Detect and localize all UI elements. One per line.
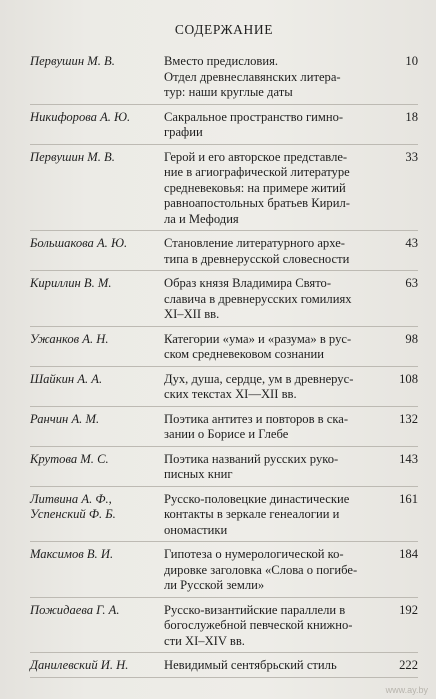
entry-title: Образ князя Владимира Свято- славича в древнерусских гомилиях XI–XII вв. — [164, 276, 352, 321]
entry-title: Русско-половецкие династические контакты в зеркале генеалогии и ономастики — [164, 491, 350, 537]
contents-list — [30, 49, 418, 678]
entry-title: Гипотеза о нумерологической ко- дировке заголовка «Слова о погибе- ли Русской земли» — [164, 547, 358, 592]
entry-page-number: 222 — [399, 658, 418, 672]
entry-title: Категории «ума» и «разума» в рус- ском средневековом сознании — [164, 331, 352, 361]
toc-entry — [30, 49, 418, 105]
toc-entry — [30, 367, 418, 407]
toc-entry — [30, 105, 418, 145]
entry-author: Первушин М. В. — [30, 54, 115, 68]
entry-author: Крутова М. С. — [30, 451, 109, 466]
entry-author: Шайкин А. А. — [30, 371, 103, 386]
toc-entry — [30, 542, 418, 598]
toc-entry — [30, 598, 418, 654]
entry-page-number: 184 — [399, 547, 418, 561]
entry-title: Поэтика антитез и повторов в ска- зании о Борисе и Глебе — [164, 411, 349, 441]
entry-page-number: 63 — [405, 276, 418, 290]
entry-author: Ужанков А. Н. — [30, 331, 109, 346]
entry-title: Русско-византийские параллели в богослужебной певческой книжно- сти XI–XIV вв. — [164, 602, 353, 648]
entry-author: Максимов В. И. — [30, 547, 114, 561]
entry-title: Дух, душа, сердце, ум в древнерус- ских текстах XI—XII вв. — [164, 371, 354, 401]
entry-page-number: 10 — [405, 54, 418, 68]
toc-entry — [30, 271, 418, 327]
entry-author: Кириллин В. М. — [30, 276, 112, 290]
entry-page-number: 18 — [405, 109, 418, 124]
entry-title: Поэтика названий русских руко- писных книг — [164, 451, 339, 481]
toc-entry — [30, 231, 418, 271]
entry-page-number: 132 — [399, 411, 418, 426]
entry-title: Вместо предисловия. Отдел древнеславянских литера- тур: наши круглые даты — [164, 54, 341, 99]
entry-page-number: 192 — [399, 602, 418, 617]
toc-entry — [30, 487, 418, 543]
entry-author: Большакова А. Ю. — [30, 236, 128, 250]
entry-title: Невидимый сентябрьский стиль — [164, 658, 337, 672]
toc-entry — [30, 327, 418, 367]
entry-author: Никифорова А. Ю. — [30, 109, 131, 124]
toc-entry — [30, 447, 418, 487]
toc-entry — [30, 145, 418, 232]
page-title: СОДЕРЖАНИЕ — [174, 22, 274, 37]
watermark: www.ay.by — [385, 685, 428, 695]
entry-page-number: 43 — [405, 236, 418, 250]
entry-author: Первушин М. В. — [30, 149, 115, 164]
entry-page-number: 33 — [405, 149, 418, 164]
toc-entry — [30, 653, 418, 678]
entry-author: Литвина А. Ф., Успенский Ф. Б. — [30, 491, 116, 521]
entry-page-number: 143 — [399, 451, 418, 466]
entry-page-number: 98 — [405, 331, 418, 346]
entry-author: Ранчин А. М. — [30, 411, 100, 426]
entry-author: Пожидаева Г. А. — [30, 602, 120, 617]
entry-author: Данилевский И. Н. — [30, 658, 129, 672]
entry-title: Герой и его авторское представле- ние в агиографической литературе средневековья: на примере житий равноапостольных братьев Кирил- ла и Мефодия — [164, 149, 350, 226]
entry-page-number: 161 — [399, 491, 418, 506]
entry-title: Сакральное пространство гимно- графии — [164, 109, 344, 139]
entry-page-number: 108 — [399, 371, 418, 386]
toc-entry — [30, 407, 418, 447]
entry-title: Становление литературного архе- типа в древнерусской словесности — [164, 236, 350, 266]
